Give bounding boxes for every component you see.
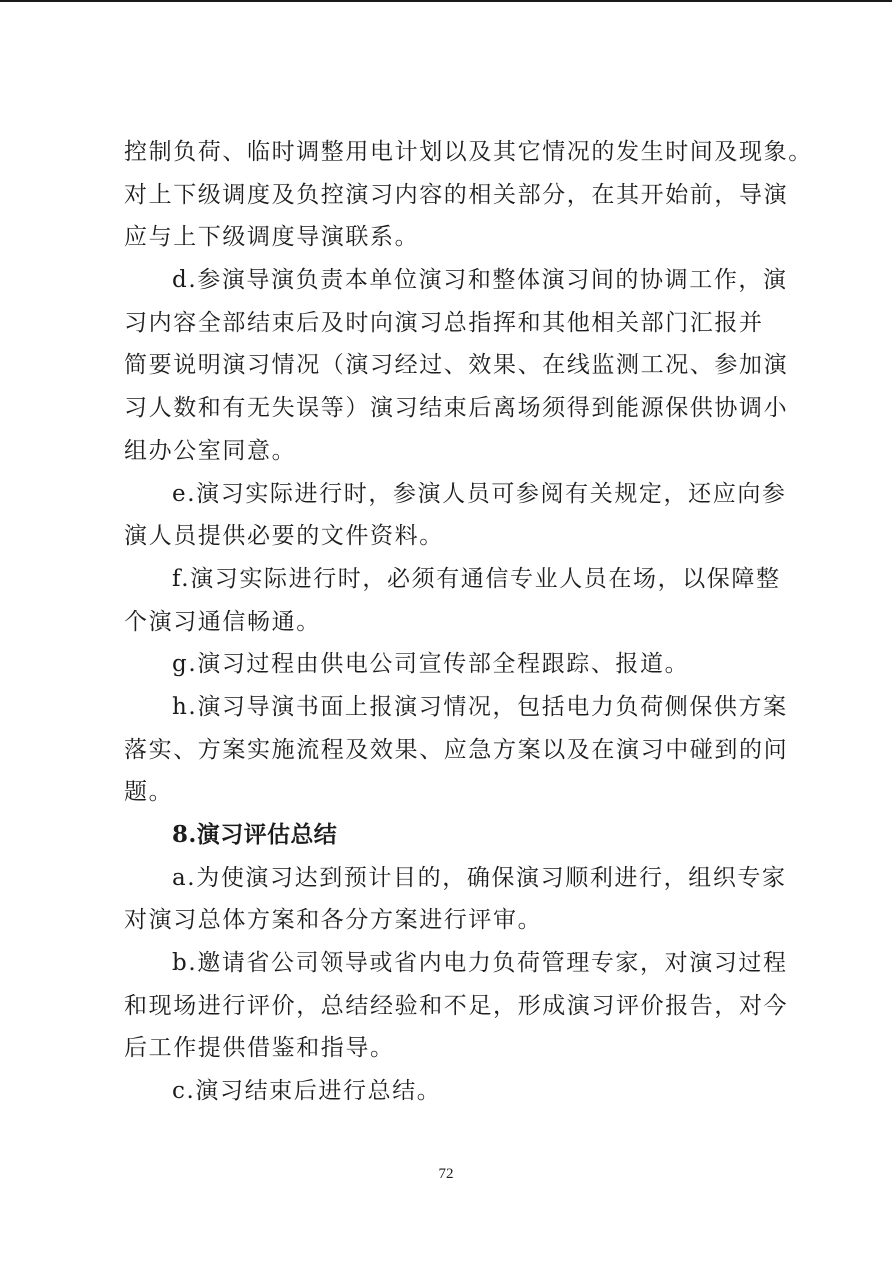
- text-line: 简要说明演习情况（演习经过、效果、在线监测工况、参加演: [124, 352, 789, 379]
- text-line: 落实、方案实施流程及效果、应急方案以及在演习中碰到的问: [124, 736, 789, 763]
- text-line: 应与上下级调度导演联系。: [124, 224, 420, 251]
- text-line: 后工作提供借鉴和指导。: [124, 1035, 395, 1062]
- text-line: 对演习总体方案和各分方案进行评审。: [124, 907, 543, 934]
- body-text: [124, 131, 813, 1113]
- text-line: 题。: [124, 779, 174, 806]
- paragraph-g: g.演习过程由供电公司宣传部全程跟踪、报道。: [172, 651, 690, 678]
- text-line: 习内容全部结束后及时向演习总指挥和其他相关部门汇报并: [124, 309, 764, 336]
- text-line: 习人数和有无失误等）演习结束后离场须得到能源保供协调小: [124, 395, 789, 422]
- paragraph-a-start: a.为使演习达到预计目的，确保演习顺利进行，组织专家: [172, 864, 787, 891]
- text-line: 对上下级调度及负控演习内容的相关部分，在其开始前，导演: [124, 181, 789, 208]
- paragraph-e-start: e.演习实际进行时，参演人员可参阅有关规定，还应向参: [172, 480, 787, 507]
- paragraph-c: c.演习结束后进行总结。: [172, 1078, 442, 1105]
- top-border-line: [0, 0, 892, 2]
- paragraph-f-start: f.演习实际进行时，必须有通信专业人员在场，以保障整: [172, 565, 781, 592]
- text-line: 控制负荷、临时调整用电计划以及其它情况的发生时间及现象。: [124, 139, 813, 165]
- paragraph-b-start: b.邀请省公司领导或省内电力负荷管理专家，对演习过程: [172, 950, 788, 977]
- text-line: 组办公室同意。: [124, 437, 297, 464]
- section-heading: 8.演习评估总结: [172, 821, 338, 848]
- text-line: 和现场进行评价，总结经验和不足，形成演习评价报告，对今: [124, 992, 789, 1019]
- paragraph-h-start: h.演习导演书面上报演习情况，包括电力负荷侧保供方案: [172, 693, 788, 720]
- text-line: 演人员提供必要的文件资料。: [124, 523, 444, 550]
- text-line: 个演习通信畅通。: [124, 608, 321, 635]
- paragraph-d-start: d.参演导演负责本单位演习和整体演习间的协调工作，演: [172, 267, 788, 294]
- page-number: 72: [438, 1166, 454, 1182]
